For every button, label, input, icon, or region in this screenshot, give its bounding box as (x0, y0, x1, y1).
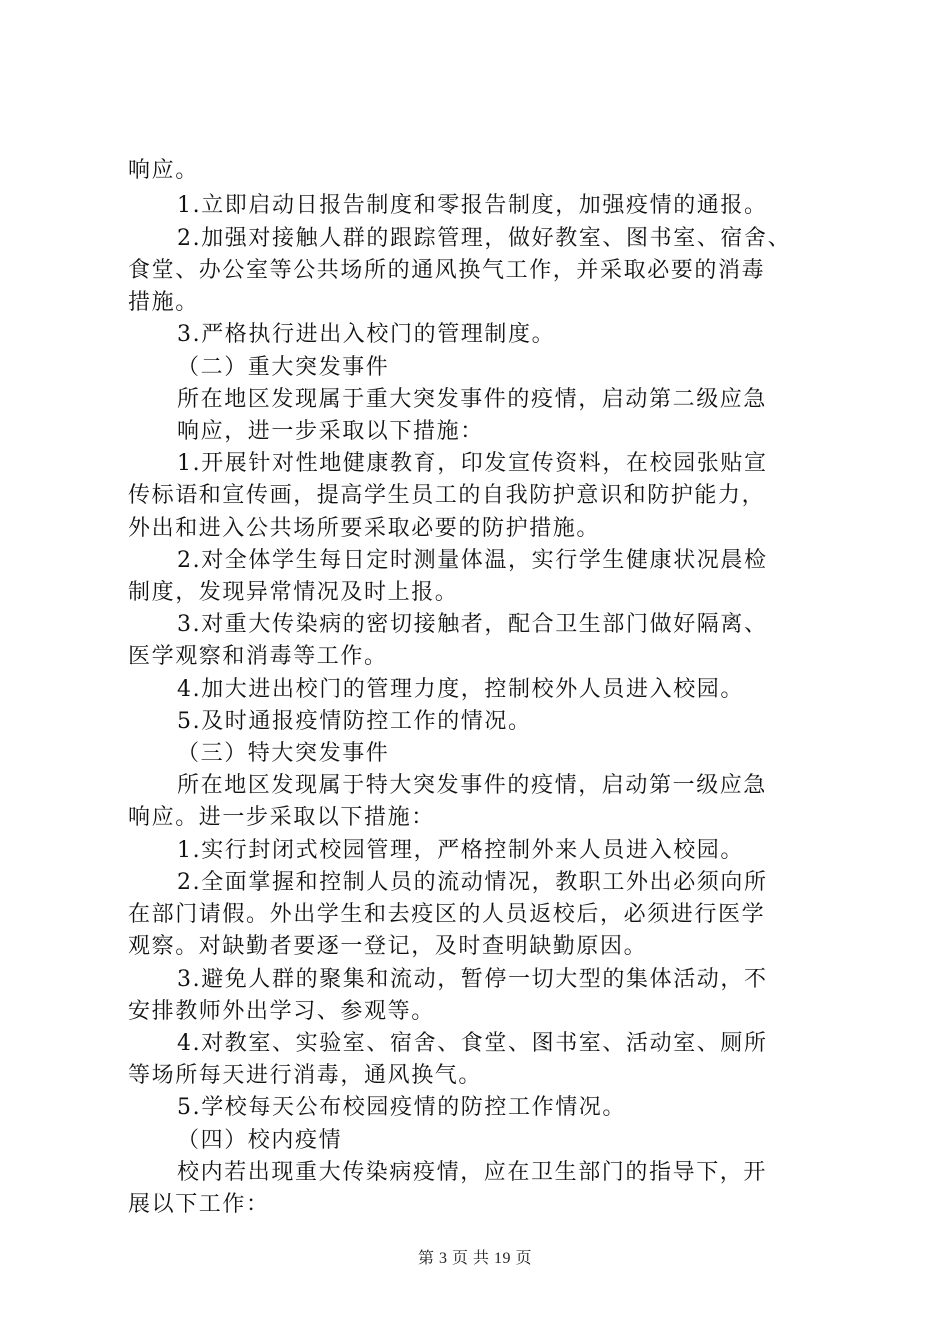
text-line: 1.立即启动日报告制度和零报告制度，加强疫情的通报。 (177, 193, 768, 218)
text-line: 3.严格执行进出入校门的管理制度。 (177, 322, 556, 347)
section-heading: （三）特大突发事件 (177, 741, 390, 766)
text-line: 3.对重大传染病的密切接触者，配合卫生部门做好隔离、 (177, 612, 768, 637)
text-line: 外出和进入公共场所要采取必要的防护措施。 (128, 516, 601, 541)
section-heading: （四）校内疫情 (177, 1128, 343, 1153)
text-line: 措施。 (128, 290, 199, 315)
text-line: 2.加强对接触人群的跟踪管理，做好教室、图书室、宿舍、 (177, 226, 792, 251)
text-line: 4.加大进出校门的管理力度，控制校外人员进入校园。 (177, 677, 744, 702)
text-line: 1.开展针对性地健康教育，印发宣传资料，在校园张贴宣 (177, 451, 768, 476)
text-line: 1.实行封闭式校园管理，严格控制外来人员进入校园。 (177, 838, 744, 863)
text-line: 4.对教室、实验室、宿舍、食堂、图书室、活动室、厕所 (177, 1031, 768, 1056)
text-line: 响应，进一步采取以下措施： (177, 419, 484, 444)
text-line: 5.学校每天公布校园疫情的防控工作情况。 (177, 1095, 626, 1120)
text-line: 传标语和宣传画，提高学生员工的自我防护意识和防护能力， (128, 483, 766, 508)
text-line: 制度，发现异常情况及时上报。 (128, 580, 459, 605)
text-line: 所在地区发现属于重大突发事件的疫情，启动第二级应急 (177, 387, 768, 412)
page-number-footer: 第 3 页 共 19 页 (417, 1250, 532, 1267)
text-line: 校内若出现重大传染病疫情，应在卫生部门的指导下，开 (177, 1160, 768, 1185)
text-line: 等场所每天进行消毒，通风换气。 (128, 1063, 483, 1088)
text-line: 2.对全体学生每日定时测量体温，实行学生健康状况晨检 (177, 548, 768, 573)
text-line: 展以下工作： (128, 1192, 270, 1217)
text-line: 在部门请假。外出学生和去疫区的人员返校后，必须进行医学 (128, 902, 766, 927)
text-line: 2.全面掌握和控制人员的流动情况，教职工外出必须向所 (177, 870, 768, 895)
text-line: 食堂、办公室等公共场所的通风换气工作，并采取必要的消毒 (128, 258, 766, 283)
section-heading: （二）重大突发事件 (177, 355, 390, 380)
text-line: 安排教师外出学习、参观等。 (128, 999, 435, 1024)
text-line: 响应。 (128, 158, 199, 183)
text-line: 响应。进一步采取以下措施： (128, 805, 435, 830)
text-line: 观察。对缺勤者要逐一登记，及时查明缺勤原因。 (128, 934, 648, 959)
text-line: 医学观察和消毒等工作。 (128, 644, 388, 669)
text-line: 5.及时通报疫情防控工作的情况。 (177, 709, 532, 734)
text-line: 所在地区发现属于特大突发事件的疫情，启动第一级应急 (177, 773, 768, 798)
text-line: 3.避免人群的聚集和流动，暂停一切大型的集体活动，不 (177, 967, 768, 992)
